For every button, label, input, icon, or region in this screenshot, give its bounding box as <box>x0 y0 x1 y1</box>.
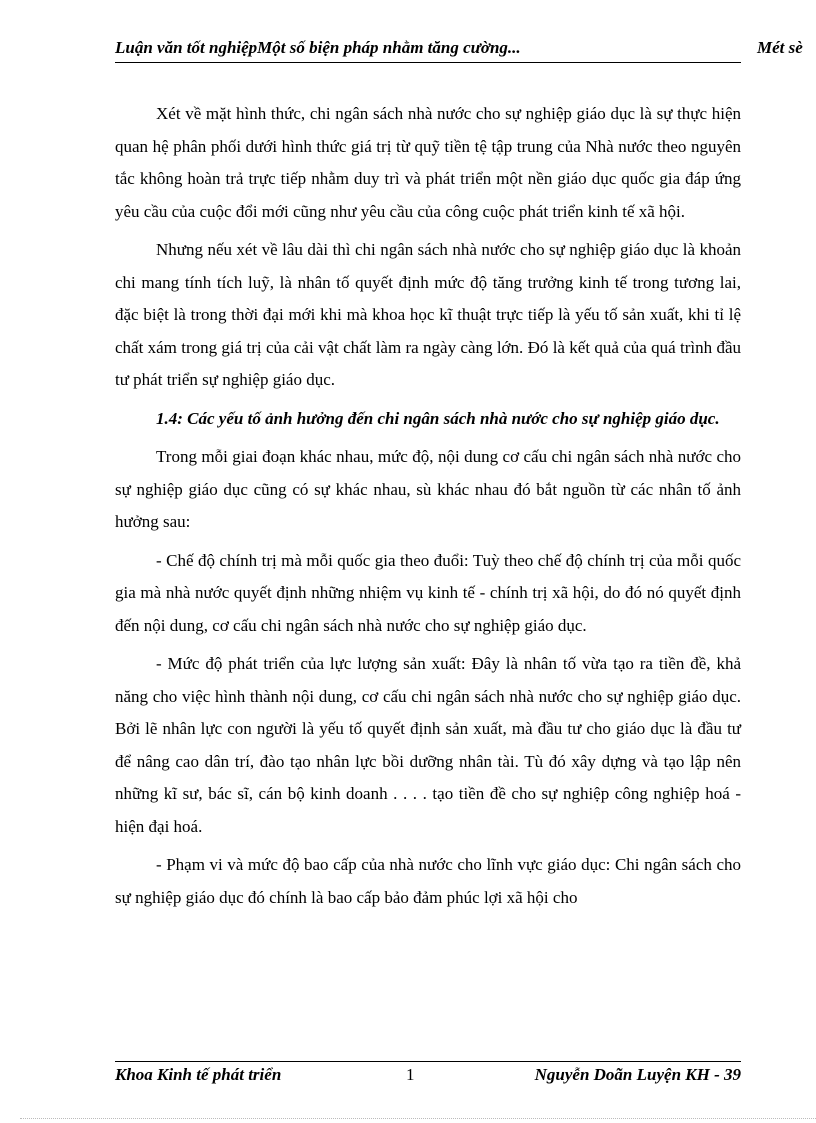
section-heading: 1.4: Các yếu tố ảnh hưởng đến chi ngân sách nhà nước cho sự nghiệp giáo dục. <box>156 408 720 428</box>
paragraph: Xét về mặt hình thức, chi ngân sách nhà nước cho sự nghiệp giáo dục là sự thực hiện quan hệ phân phối dưới hình thức giá trị từ quỹ tiền tệ tập trung của Nhà nước theo nguyên tắc không hoàn trả trực tiếp nhằm duy trì và phát triển một nền giáo dục quốc gia đáp ứng yêu cầu của cuộc đổi mới cũng như yêu cầu của công cuộc phát triển kinh tế xã hội. <box>115 104 741 221</box>
header-divider <box>115 62 741 63</box>
paragraph: - Phạm vi và mức độ bao cấp của nhà nước cho lĩnh vực giáo dục: Chi ngân sách cho sự nghiệp giáo dục đó chính là bao cấp bảo đảm phúc lợi xã hội cho <box>115 855 741 907</box>
page-footer <box>115 1065 741 1089</box>
header-right-text: Mét sè <box>757 38 803 57</box>
footer-faculty: Khoa Kinh tế phát triển <box>115 1065 282 1084</box>
page-header <box>115 38 816 62</box>
page-edge-divider <box>20 1118 816 1119</box>
page-number: 1 <box>406 1065 415 1084</box>
paragraph: Nhưng nếu xét về lâu dài thì chi ngân sách nhà nước cho sự nghiệp giáo dục là khoản chi mang tính tích luỹ, là nhân tố quyết định mức độ tăng trưởng kinh tế trong tương lai, đặc biệt là trong thời đại mới khi mà khoa học kĩ thuật trực tiếp là yếu tố sản xuất, khi tỉ lệ chất xám trong giá trị của cải vật chất làm ra ngày càng lớn. Đó là kết quả của quá trình đầu tư phát triển sự nghiệp giáo dục. <box>115 240 741 389</box>
footer-author: Nguyễn Doãn Luyện KH - 39 <box>534 1065 741 1084</box>
header-title: Luận văn tốt nghiệpMột số biện pháp nhằm tăng cường... <box>115 38 521 57</box>
footer-divider <box>115 1061 741 1062</box>
paragraph: - Mức độ phát triển của lực lượng sản xuất: Đây là nhân tố vừa tạo ra tiền đề, khả năng cho việc hình thành nội dung, cơ cấu chi ngân sách nhà nước cho sự nghiệp giáo dục. Bởi lẽ nhân lực con người là yếu tố quyết định sản xuất, mà đầu tư cho giáo dục là đầu tư để nâng cao dân trí, đào tạo nhân lực bồi dưỡng nhân tài. Tù đó xây dựng và tạo lập nên những kĩ sư, bác sĩ, cán bộ kinh doanh . . . . tạo tiền đề cho sự nghiệp công nghiệp hoá - hiện đại hoá. <box>115 654 741 836</box>
document-body <box>115 98 741 920</box>
paragraph: Trong mỗi giai đoạn khác nhau, mức độ, nội dung cơ cấu chi ngân sách nhà nước cho sự nghiệp giáo dục cũng có sự khác nhau, sù khác nhau đó bắt nguồn từ các nhân tố ảnh hưởng sau: <box>115 447 741 531</box>
paragraph: - Chế độ chính trị mà mỗi quốc gia theo đuổi: Tuỳ theo chế độ chính trị của mỗi quốc gia mà nhà nước quyết định những nhiệm vụ kinh tế - chính trị xã hội, do đó nó quyết định đến nội dung, cơ cấu chi ngân sách nhà nước cho sự nghiệp giáo dục. <box>115 550 741 635</box>
